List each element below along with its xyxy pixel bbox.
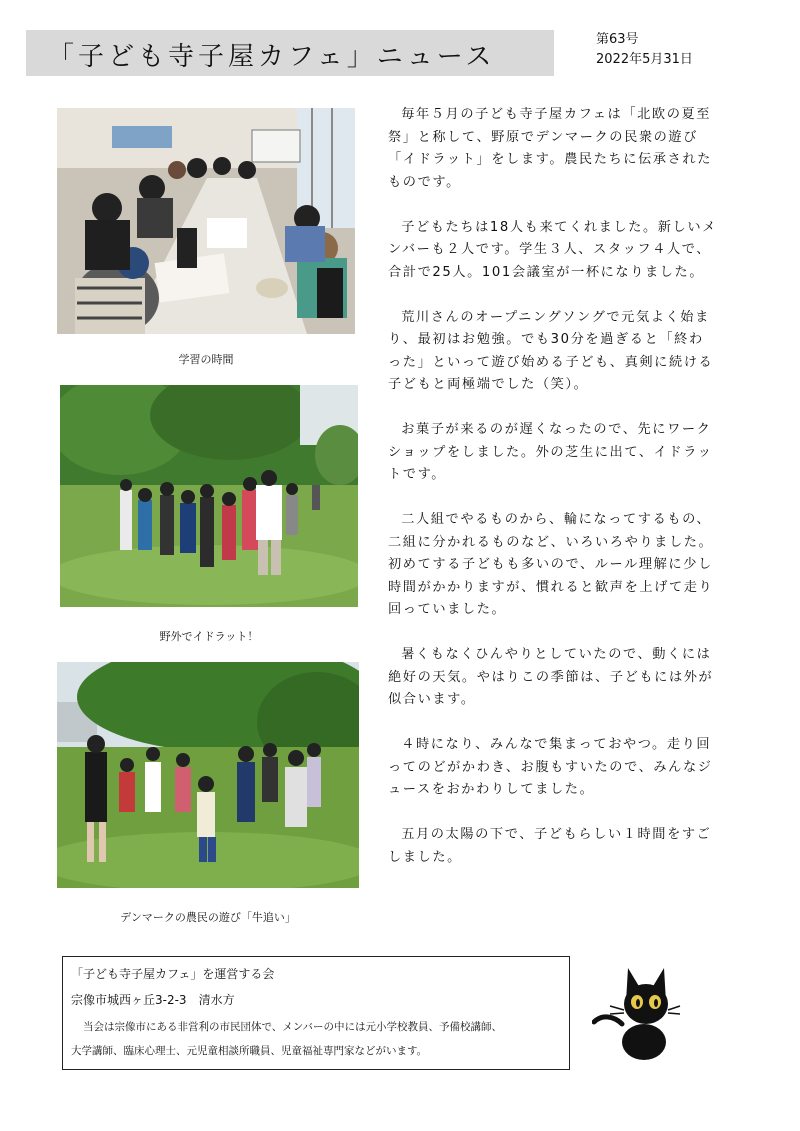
organization-description-line-2: 大学講師、臨床心理士、元児童相談所職員、児童福祉専門家などがいます。 xyxy=(71,1045,428,1057)
organization-address: 宗像市城西ヶ丘3-2-3 清水方 xyxy=(71,993,235,1007)
article-body xyxy=(388,104,718,892)
article-paragraph: 暑くもなくひんやりとしていたので、動くには絶好の天気。やはりこの季節は、子どもには外が似合います。 xyxy=(388,647,714,707)
organization-description-line-1: 当会は宗像市にある非営利の市民団体で、メンバーの中には元小学校教員、予備校講師、 xyxy=(83,1021,503,1033)
issue-number: 第63号 xyxy=(596,32,639,47)
newsletter-title: 「子ども寺子屋カフェ」ニュース xyxy=(48,42,496,72)
classroom-photo xyxy=(57,108,355,334)
circle-game-photo xyxy=(57,662,359,888)
black-cat-illustration xyxy=(592,964,682,1068)
article-paragraph: ４時になり、みんなで集まっておやつ。走り回ってのどがかわき、お腹もすいたので、みんなジュースをおかわりしてました。 xyxy=(388,737,713,797)
article-paragraph: 二人組でやるものから、輪になってするもの、二組に分かれるものなど、いろいろやりました。初めてする子どもも多いので、ルール理解に少し時間がかかりますが、慣れると歓声を上げて走り回っていました。 xyxy=(388,512,714,617)
article-paragraph: お菓子が来るのが遅くなったので、先にワークショップをしました。外の芝生に出て、イドラットです。 xyxy=(388,422,713,482)
issue-date: 2022年5月31日 xyxy=(596,52,693,67)
photo-caption-3: デンマークの農民の遊び「牛追い」 xyxy=(120,911,296,924)
outdoor-game-photo xyxy=(60,385,358,607)
article-paragraph: 荒川さんのオープニングソングで元気よく始まり、最初はお勉強。でも30分を過ぎると「終わった」といって遊び始める子ども、真剣に続ける子どもと両極端でした（笑）。 xyxy=(388,309,714,392)
photo-caption-1: 学習の時間 xyxy=(178,353,234,366)
organization-name: 「子ども寺子屋カフェ」を運営する会 xyxy=(71,967,275,981)
article-paragraph: 毎年５月の子ども寺子屋カフェは「北欧の夏至祭」と称して、野原でデンマークの民衆の遊び「イドラット」をします。農民たちに伝承されたものです。 xyxy=(388,107,713,190)
title-banner xyxy=(26,30,554,76)
photo-caption-2: 野外でイドラット！ xyxy=(159,630,259,643)
issue-info xyxy=(596,30,693,70)
article-paragraph: 五月の太陽の下で、子どもらしい１時間をすごしました。 xyxy=(388,827,712,865)
article-paragraph: 子どもたちは18人も来てくれました。新しいメンバーも２人です。学生３人、スタッフ４人で、合計で25人。101会議室が一杯になりました。 xyxy=(388,219,717,280)
organization-info-box xyxy=(62,956,570,1070)
